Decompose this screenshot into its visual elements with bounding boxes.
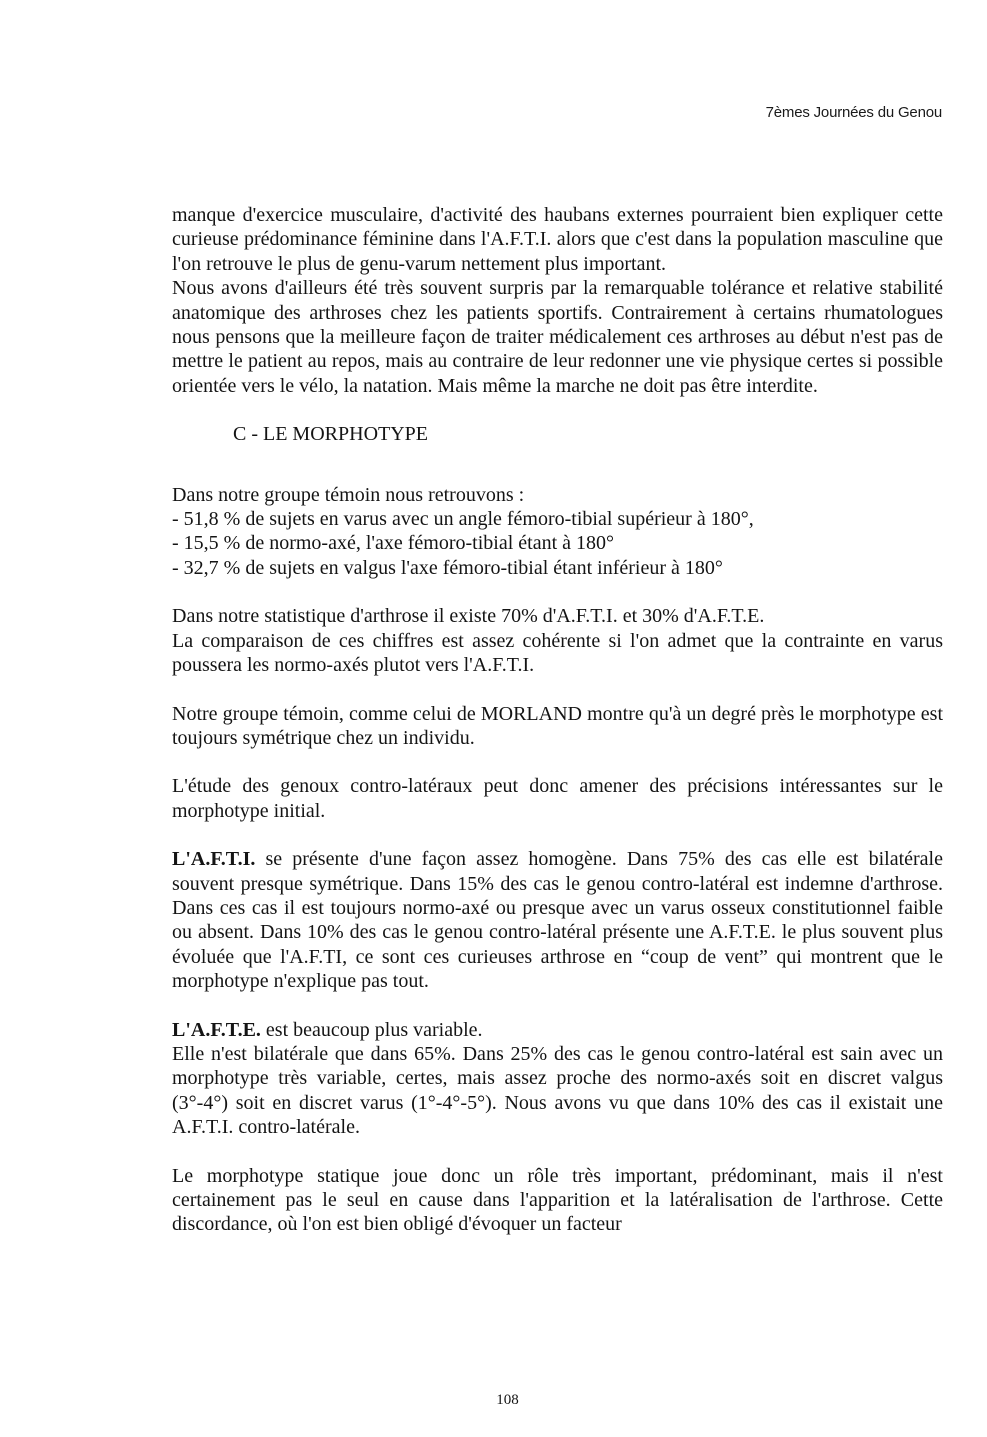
intro-block — [172, 203, 943, 398]
afte-label: L'A.F.T.E. — [172, 1018, 261, 1041]
paragraph-afti — [172, 847, 943, 993]
morland-block — [172, 702, 943, 751]
paragraph-afte-title — [172, 1018, 943, 1042]
afti-block — [172, 847, 943, 993]
afti-label: L'A.F.T.I. — [172, 848, 256, 871]
page-number: 108 — [496, 1392, 519, 1408]
conclusion-block — [172, 1164, 943, 1237]
document-body — [172, 203, 943, 1237]
list-item-normo: - 15,5 % de normo-axé, l'axe fémoro-tibial étant à 180° — [172, 532, 615, 555]
temoin-list-block — [172, 483, 943, 581]
running-header: 7èmes Journées du Genou — [765, 104, 942, 121]
list-item-varus: - 51,8 % de sujets en varus avec un angle fémoro-tibial supérieur à 180°, — [172, 508, 754, 531]
list-item-valgus: - 32,7 % de sujets en valgus l'axe fémoro-tibial étant inférieur à 180° — [172, 556, 723, 579]
paragraph-stat-comparison: La comparaison de ces chiffres est assez cohérente si l'on admet que la contrainte en varus poussera les normo-axés plutot vers l'A.F.T.I. — [172, 629, 943, 677]
section-heading-morphotype: C - LE MORPHOTYPE — [233, 423, 429, 446]
paragraph-exercise: manque d'exercice musculaire, d'activité des haubans externes pourraient bien expliquer cette curieuse prédominance féminine dans l'A.F.T.I. alors que c'est dans la population masculine que l'on retrouve le plus de genu-varum nettement plus important. — [172, 204, 943, 275]
paragraph-sportifs: Nous avons d'ailleurs été très souvent surpris par la remarquable tolérance et relative stabilité anatomique des arthroses chez les patients sportifs. Contrairement à certains rhumatologues nous pensons que la meilleure façon de traiter médicalement ces arthroses au début n'est pas de mettre le patient au repos, mais au contraire de leur redonner une vie physique certes si possible orientée vers le vélo, la natation. Mais même la marche ne doit pas être interdite. — [172, 277, 943, 397]
afti-text: se présente d'une façon assez homogène. Dans 75% des cas elle est bilatérale souvent presque symétrique. Dans 15% des cas le genou contro-latéral est indemne d'arthrose. Dans ces cas il est toujours normo-axé ou presque avec un varus osseux constitutionnel faible ou absent. Dans 10% des cas le genou contro-latéral présente une A.F.T.E. le plus souvent plus évoluée que l'A.F.TI, ce sont ces curieuses arthrose en “coup de vent” qui montrent que le morphotype n'explique pas tout. — [172, 848, 943, 993]
afte-text: est beaucoup plus variable. — [260, 1018, 483, 1041]
paragraph-final: Le morphotype statique joue donc un rôle très important, prédominant, mais il n'est certainement pas le seul en cause dans l'apparition et la latéralisation de l'arthrose. Cette discordance, où l'on est bien obligé d'évoquer un facteur — [172, 1164, 943, 1236]
contro-block — [172, 774, 943, 823]
paragraph-contro-lateraux: L'étude des genoux contro-latéraux peut donc amener des précisions intéressantes sur le morphotype initial. — [172, 775, 943, 822]
statistics-block — [172, 604, 943, 677]
afte-block — [172, 1018, 943, 1140]
paragraph-morland: Notre groupe témoin, comme celui de MORLAND montre qu'à un degré près le morphotype est toujours symétrique chez un individu. — [172, 702, 943, 749]
paragraph-afte: Elle n'est bilatérale que dans 65%. Dans 25% des cas le genou contro-latéral est sain avec un morphotype très variable, certes, mais assez proche des normo-axés soit en discret valgus (3°-4°) soit en discret varus (1°-4°-5°). Nous avons vu que dans 10% des cas il existait une A.F.T.I. contro-latérale. — [172, 1042, 943, 1139]
paragraph-stat-arthrose: Dans notre statistique d'arthrose il existe 70% d'A.F.T.I. et 30% d'A.F.T.E. — [172, 605, 765, 628]
list-intro: Dans notre groupe témoin nous retrouvons : — [172, 483, 525, 506]
